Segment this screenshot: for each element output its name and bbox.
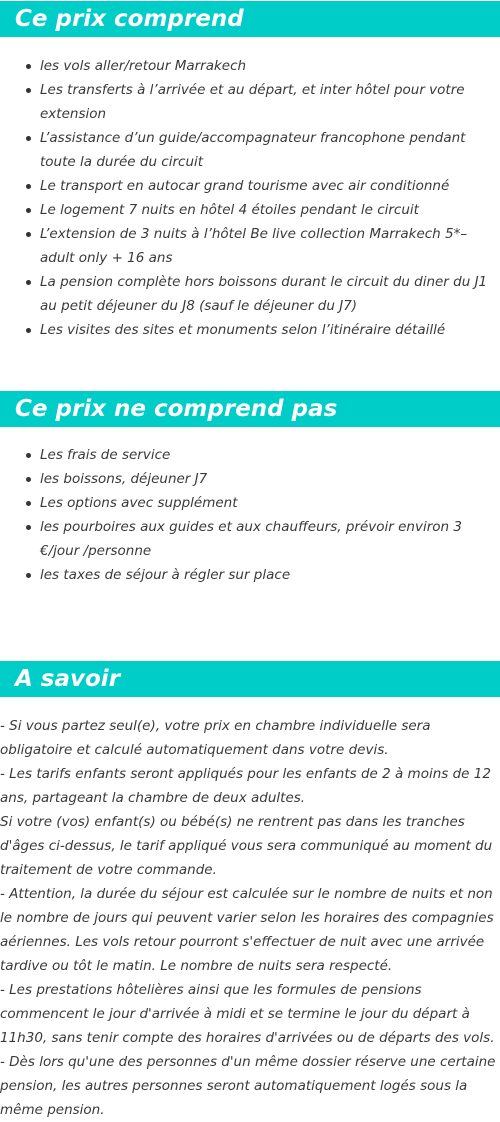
- list-item: [0, 318, 500, 342]
- includes-list: [0, 54, 500, 342]
- list-item-text: L’assistance d’un guide/accompagnateur francophone pendant toute la durée du circuit: [40, 130, 466, 170]
- bullet-icon: [26, 232, 31, 237]
- savoir-paragraph: Si votre (vos) enfant(s) ou bébé(s) ne rentrent pas dans les tranches d'âges ci-dessus, le tarif appliqué vous sera communiqué au moment du traitement de votre commande.: [0, 814, 493, 878]
- list-item-text: Les frais de service: [40, 447, 171, 463]
- list-item: [0, 174, 500, 198]
- savoir-content: [0, 714, 500, 1122]
- list-item: [0, 54, 500, 78]
- list-item: [0, 491, 500, 515]
- bullet-icon: [26, 64, 31, 69]
- list-item: [0, 443, 500, 467]
- includes-header: Ce prix comprend: [0, 1, 500, 37]
- list-item-text: Le transport en autocar grand tourisme avec air conditionné: [40, 178, 450, 194]
- bullet-icon: [26, 88, 31, 93]
- savoir-paragraph: - Les tarifs enfants seront appliqués pour les enfants de 2 à moins de 12 ans, partageant la chambre de deux adultes.: [0, 766, 491, 806]
- bullet-icon: [26, 136, 31, 141]
- list-item: [0, 270, 500, 318]
- list-item-text: La pension complète hors boissons durant le circuit du diner du J1 au petit déjeuner du J8 (sauf le déjeuner du J7): [40, 274, 488, 314]
- bullet-icon: [26, 501, 31, 506]
- bullet-icon: [26, 573, 31, 578]
- list-item-text: Les transferts à l’arrivée et au départ, et inter hôtel pour votre extension: [40, 82, 465, 122]
- list-item: [0, 198, 500, 222]
- bullet-icon: [26, 477, 31, 482]
- excludes-list: [0, 443, 500, 587]
- savoir-paragraph: - Si vous partez seul(e), votre prix en chambre individuelle sera obligatoire et calculé automatiquement dans votre devis.: [0, 718, 431, 758]
- savoir-paragraph: - Attention, la durée du séjour est calculée sur le nombre de nuits et non le nombre de jours qui peuvent varier selon les horaires des compagnies aériennes. Les vols retour pourront s'effectuer de nuit avec une arrivée tardive ou tôt le matin. Le nombre de nuits sera respecté.: [0, 886, 494, 974]
- list-item: [0, 126, 500, 174]
- bullet-icon: [26, 280, 31, 285]
- list-item: [0, 222, 500, 270]
- savoir-paragraph: - Les prestations hôtelières ainsi que les formules de pensions commencent le jour d'arrivée à midi et se termine le jour du départ à 11h30, sans tenir compte des horaires d'arrivées ou de départs des vols.: [0, 982, 495, 1046]
- bullet-icon: [26, 184, 31, 189]
- list-item-text: Les visites des sites et monuments selon l’itinéraire détaillé: [40, 322, 446, 338]
- list-item-text: les boissons, déjeuner J7: [40, 471, 208, 487]
- list-item-text: les taxes de séjour à régler sur place: [40, 567, 291, 583]
- excludes-header: Ce prix ne comprend pas: [0, 391, 500, 427]
- savoir-paragraph: - Dès lors qu'une des personnes d'un même dossier réserve une certaine pension, les autres personnes seront automatiquement logés sous la même pension.: [0, 1054, 496, 1118]
- bullet-icon: [26, 208, 31, 213]
- bullet-icon: [26, 328, 31, 333]
- bullet-icon: [26, 453, 31, 458]
- list-item-text: Les options avec supplément: [40, 495, 238, 511]
- list-item-text: Le logement 7 nuits en hôtel 4 étoiles pendant le circuit: [40, 202, 419, 218]
- list-item: [0, 563, 500, 587]
- savoir-header: A savoir: [0, 661, 500, 697]
- list-item: [0, 515, 500, 563]
- list-item: [0, 467, 500, 491]
- list-item: [0, 78, 500, 126]
- bullet-icon: [26, 525, 31, 530]
- list-item-text: les vols aller/retour Marrakech: [40, 58, 247, 74]
- list-item-text: les pourboires aux guides et aux chauffeurs, prévoir environ 3 €/jour /personne: [40, 519, 462, 559]
- list-item-text: L’extension de 3 nuits à l’hôtel Be live collection Marrakech 5*– adult only + 16 ans: [40, 226, 468, 266]
